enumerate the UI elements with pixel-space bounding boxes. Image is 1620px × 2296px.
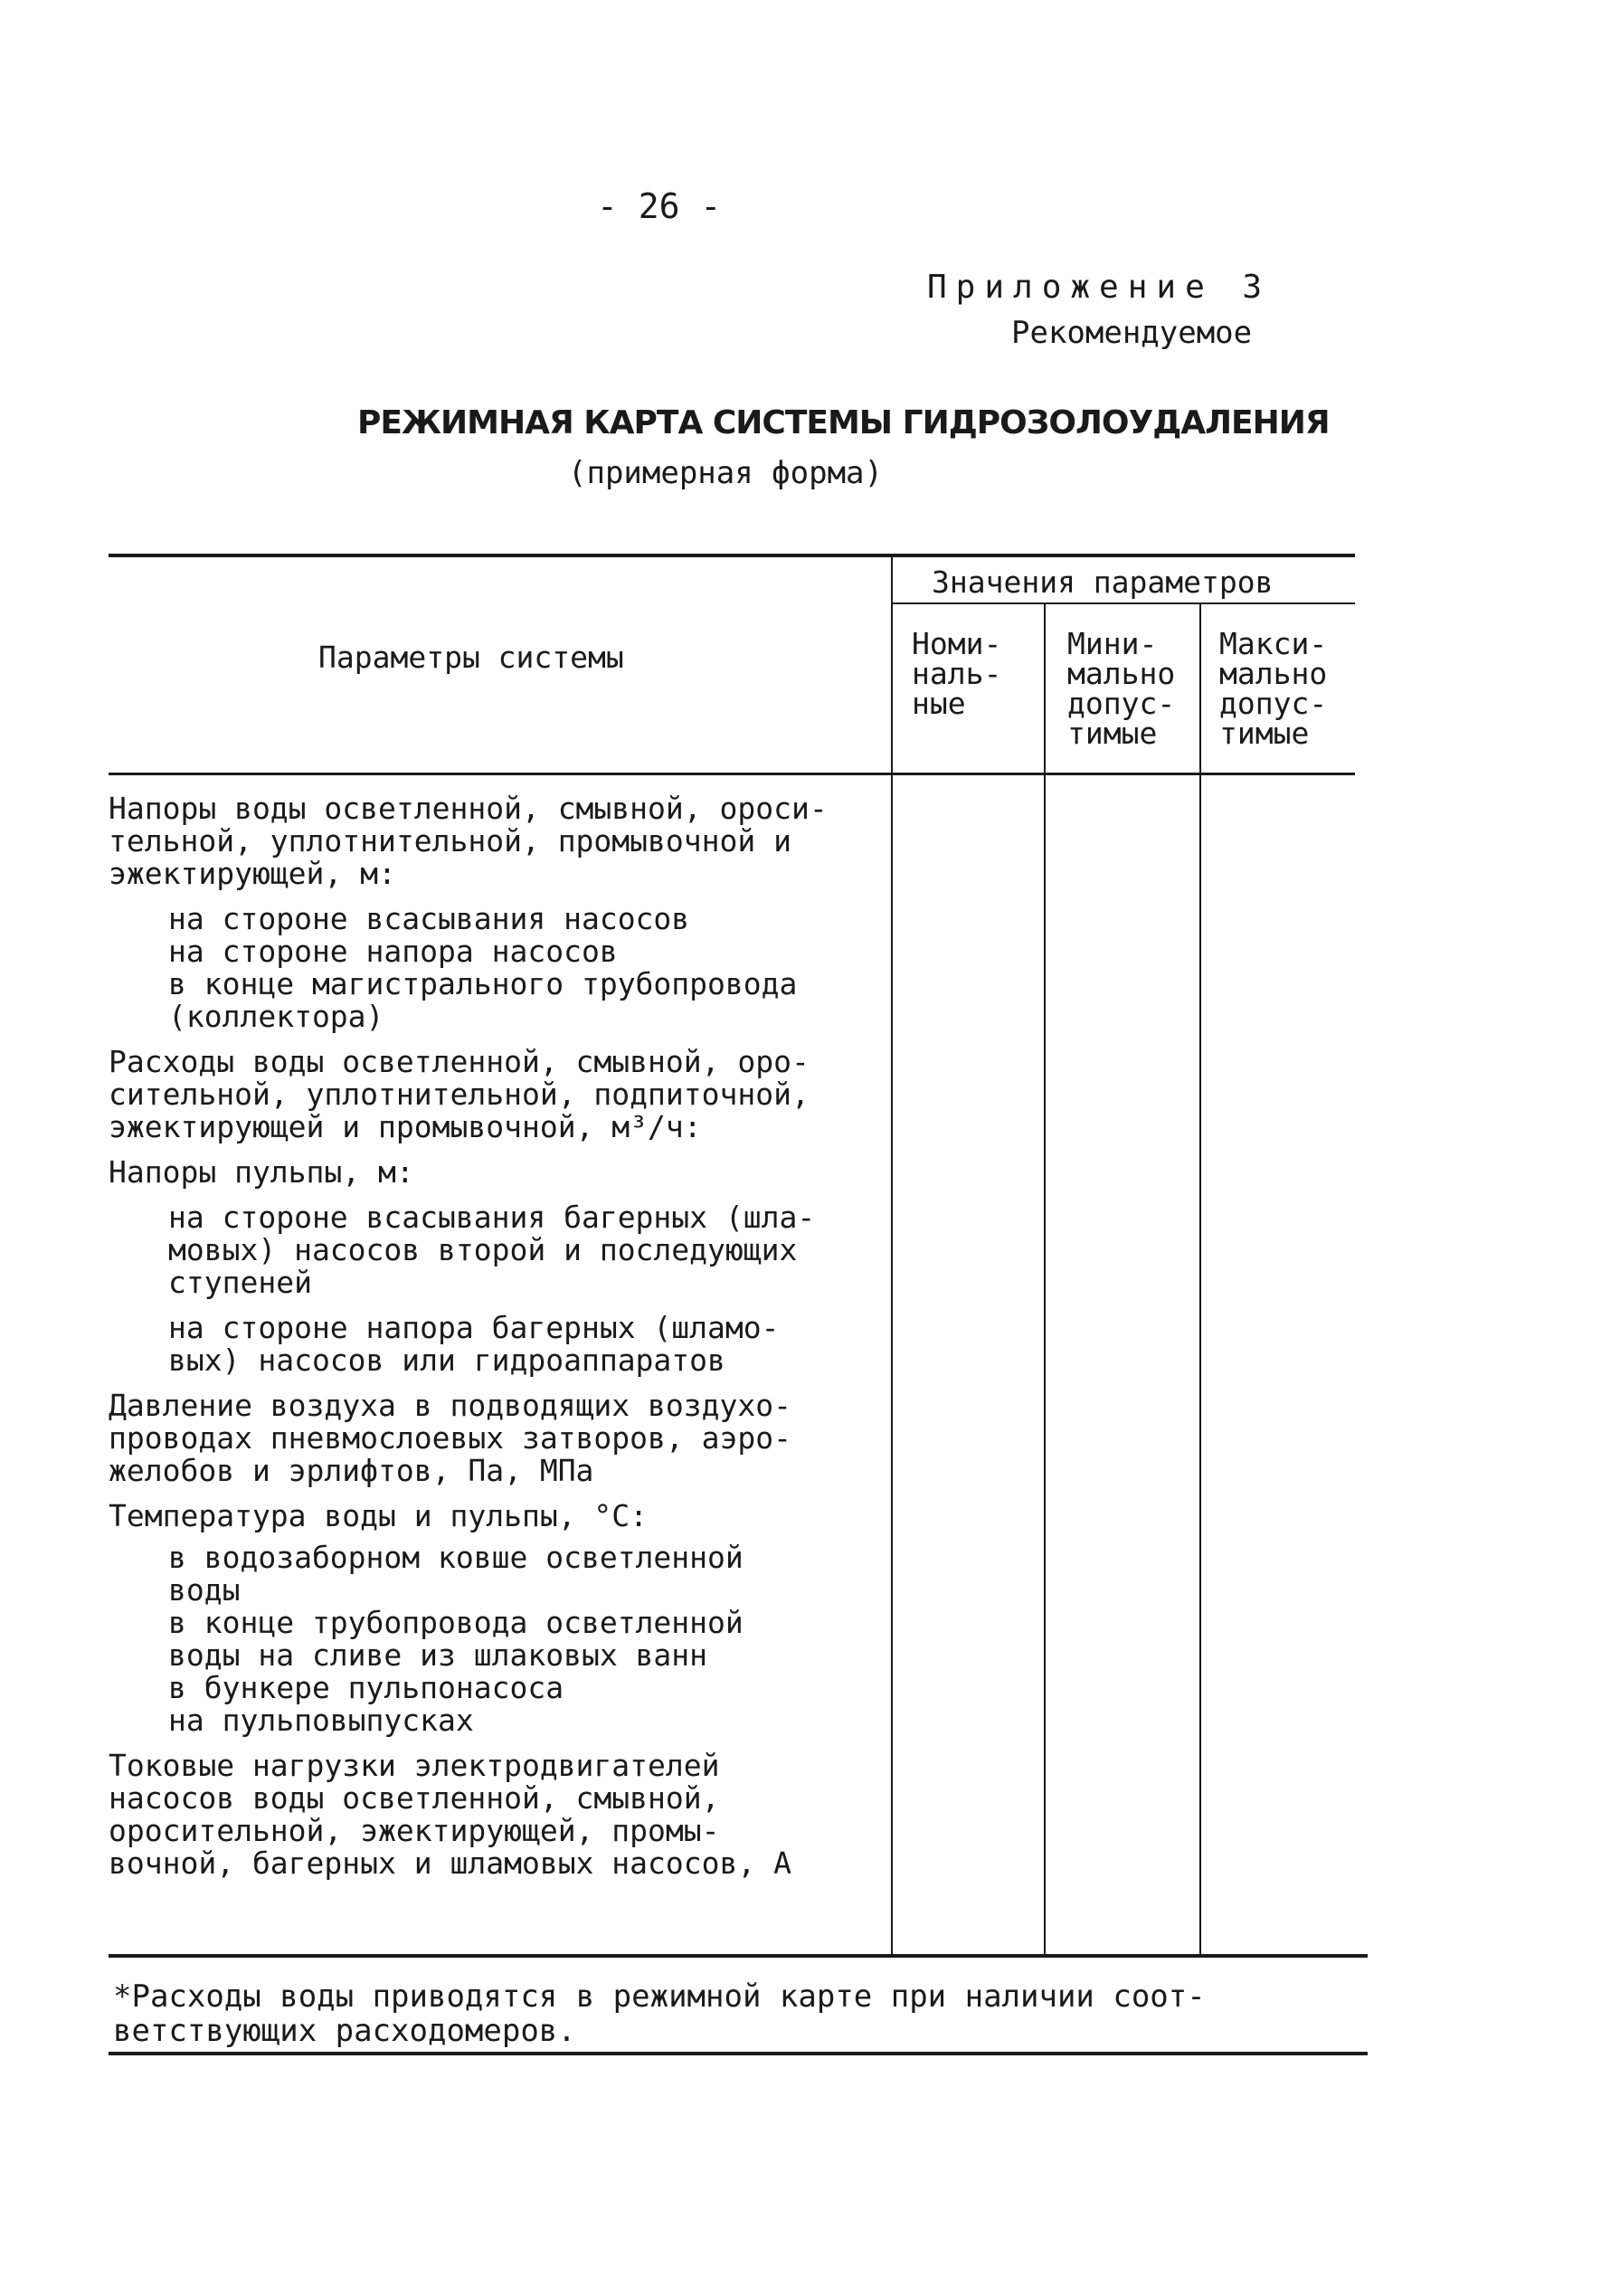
- row-motor-loads: Токовые нагрузки электродвигателей насосов воды осветленной, смывной, оросительной, эжектирующей, промы- вочной, багерных и шламовых насосов, А: [109, 1748, 791, 1881]
- footnote: *Расходы воды приводятся в режимной карте при наличии соот- ветствующих расходомеров.: [113, 1978, 1206, 2049]
- appendix-status: Рекомендуемое: [1011, 315, 1253, 351]
- parameter-rows: [109, 792, 886, 1880]
- header-max-allowed: Макси- мально допус- тимые: [1219, 626, 1328, 751]
- column-divider-nominal: [1044, 604, 1046, 1954]
- header-min-allowed: Мини- мально допус- тимые: [1067, 626, 1176, 751]
- values-group-rule: [892, 602, 1355, 604]
- row-water-flows: Расходы воды осветленной, смывной, оро- сительной, уплотнительной, подпиточной, эжектирующей и промывочной, м³/ч:: [109, 1044, 810, 1144]
- header-values-group: Значения параметров: [932, 565, 1274, 600]
- column-divider-min: [1199, 604, 1201, 1954]
- row-pulp-suction: на стороне всасывания багерных (шла- мовых) насосов второй и последующих ступеней: [168, 1200, 816, 1300]
- table-bottom-rule: [109, 1954, 1368, 1958]
- row-pulp-pressure: на стороне напора багерных (шламо- вых) насосов или гидроаппаратов: [168, 1310, 780, 1378]
- header-parameters: Параметры системы: [318, 640, 624, 675]
- row-air-pressure: Давление воздуха в подводящих воздухо- проводах пневмослоевых затворов, аэро- желобов и эрлифтов, Па, МПа: [109, 1388, 791, 1488]
- header-nominal: Номи- наль- ные: [912, 626, 1002, 721]
- row-pulp-heads: Напоры пульпы, м:: [109, 1154, 414, 1190]
- row-temperature-points: в водозаборном ковше осветленной воды в конце трубопровода осветленной воды на сливе из шлаковых ванн в бункере пульпонасоса на пульповыпусках: [168, 1540, 744, 1738]
- document-subtitle: (примерная форма): [568, 455, 883, 491]
- header-bottom-rule: [109, 773, 1355, 775]
- row-water-heads: Напоры воды осветленной, смывной, ороси- тельной, уплотнительной, промывочной и эжектирующей, м:: [109, 791, 828, 891]
- page-number: - 26 -: [597, 186, 722, 226]
- column-divider-params: [891, 554, 893, 1954]
- appendix-label: Приложение 3: [927, 269, 1272, 306]
- table-top-rule: [109, 554, 1355, 557]
- document-title: РЕЖИМНАЯ КАРТА СИСТЕМЫ ГИДРОЗОЛОУДАЛЕНИЯ: [357, 404, 1330, 441]
- row-water-heads-points: на стороне всасывания насосов на стороне напора насосов в конце магистрального трубопровода (коллектора): [168, 901, 798, 1034]
- footnote-rule: [109, 2052, 1368, 2055]
- row-temperature: Температура воды и пульпы, °С:: [109, 1498, 649, 1533]
